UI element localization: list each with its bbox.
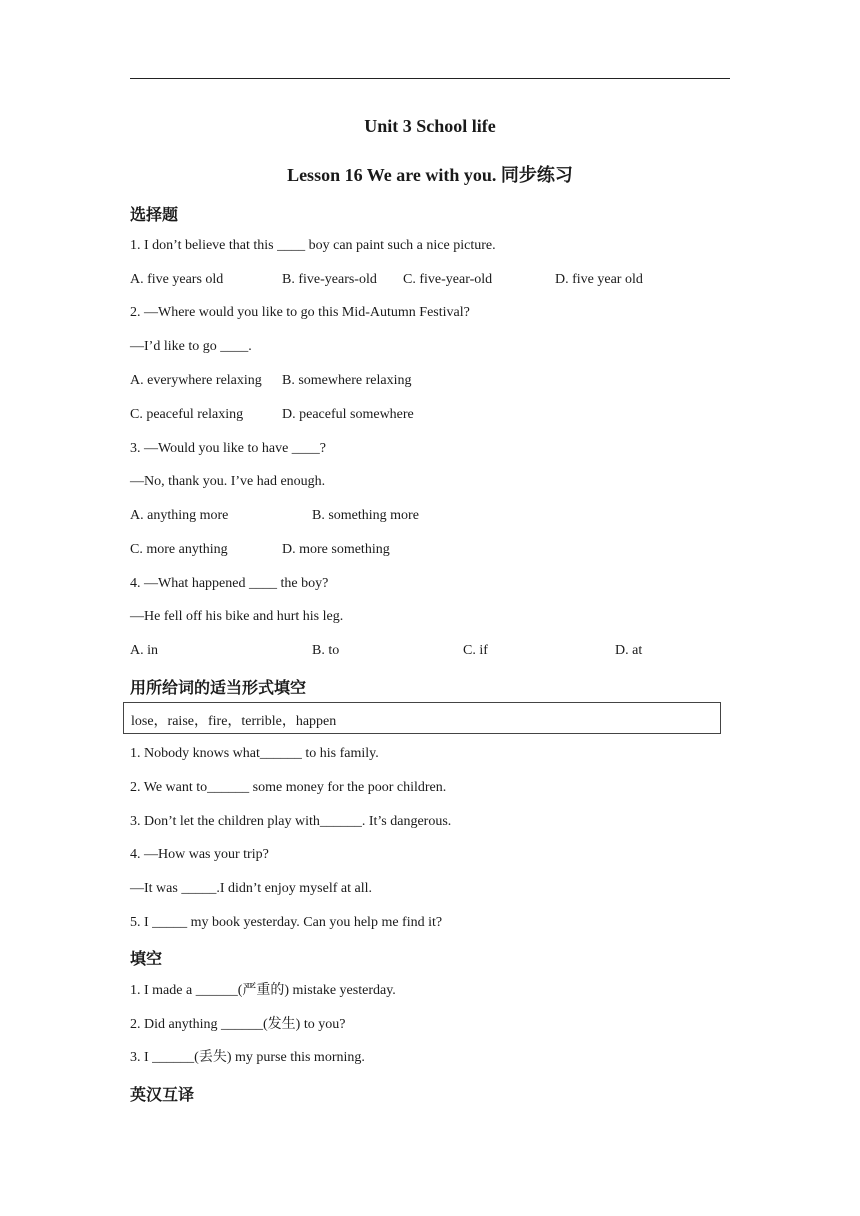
question-3-option-b: B. something more — [312, 508, 419, 523]
question-2-stem: 2. —Where would you like to go this Mid-Autumn Festival? — [130, 305, 470, 320]
fill-item-2: 2. Did anything ______(发生) to you? — [130, 1017, 346, 1032]
word-bank-text: lose，raise，fire，terrible，happen — [131, 714, 337, 729]
word-form-item-1: 1. Nobody knows what______ to his family. — [130, 746, 379, 761]
question-4-option-a: A. in — [130, 643, 158, 658]
question-4-stem: 4. —What happened ____ the boy? — [130, 576, 329, 591]
question-3-option-d: D. more something — [282, 542, 390, 557]
question-2-option-b: B. somewhere relaxing — [282, 373, 412, 388]
section-heading-translate: 英汉互译 — [130, 1085, 195, 1104]
question-1-option-d: D. five year old — [555, 272, 643, 287]
question-4-option-b: B. to — [312, 643, 340, 658]
unit-title: Unit 3 School life — [364, 116, 496, 136]
question-2-stem-reply: —I’d like to go ____. — [130, 339, 252, 354]
question-2-option-c: C. peaceful relaxing — [130, 407, 244, 422]
word-form-item-5: 5. I _____ my book yesterday. Can you help me find it? — [130, 915, 443, 930]
word-form-item-2: 2. We want to______ some money for the poor children. — [130, 780, 447, 795]
question-3-option-a: A. anything more — [130, 508, 229, 523]
question-3-stem-reply: —No, thank you. I’ve had enough. — [130, 474, 326, 489]
word-bank-box — [123, 702, 721, 734]
question-1-stem: 1. I don’t believe that this ____ boy can paint such a nice picture. — [130, 238, 496, 253]
section-heading-word-form: 用所给词的适当形式填空 — [130, 678, 307, 697]
question-4-stem-reply: —He fell off his bike and hurt his leg. — [130, 609, 344, 624]
fill-item-1: 1. I made a ______(严重的) mistake yesterday. — [130, 983, 396, 998]
question-1-option-c: C. five-year-old — [403, 272, 493, 287]
section-heading-choice: 选择题 — [130, 205, 179, 224]
word-form-item-4-reply: —It was _____.I didn’t enjoy myself at all. — [130, 881, 372, 896]
question-4-option-c: C. if — [463, 643, 488, 658]
question-2-option-d: D. peaceful somewhere — [282, 407, 414, 422]
question-2-option-a: A. everywhere relaxing — [130, 373, 262, 388]
question-1-option-a: A. five years old — [130, 272, 224, 287]
word-form-item-4: 4. —How was your trip? — [130, 847, 269, 862]
section-heading-fill: 填空 — [130, 949, 163, 968]
question-4-option-d: D. at — [615, 643, 643, 658]
fill-item-3: 3. I ______(丢失) my purse this morning. — [130, 1050, 365, 1065]
word-form-item-3: 3. Don’t let the children play with______. It’s dangerous. — [130, 814, 452, 829]
question-3-option-c: C. more anything — [130, 542, 228, 557]
question-1-option-b: B. five-years-old — [282, 272, 377, 287]
top-divider — [130, 78, 730, 79]
lesson-title: Lesson 16 We are with you. 同步练习 — [287, 165, 573, 185]
question-3-stem: 3. —Would you like to have ____? — [130, 441, 327, 456]
